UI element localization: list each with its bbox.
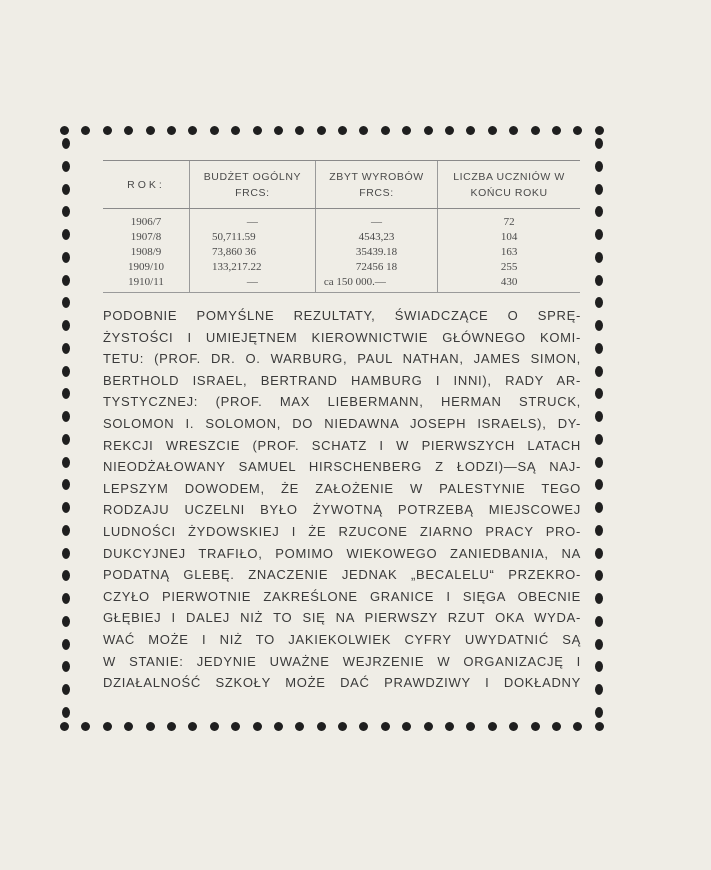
paragraph-line: BERTHOLD ISRAEL, BERTRAND HAMBURG I INNI), RADY AR- (103, 372, 581, 388)
paragraph-line: DZIAŁALNOŚĆ SZKOŁY MOŻE DAĆ PRAWDZIWY I DOKŁADNY (103, 675, 581, 691)
frame-dot (595, 206, 603, 217)
frame-dot (595, 548, 603, 559)
cell-pupils: 430 (438, 275, 580, 293)
cell-budget: 50,711.59 (190, 230, 316, 245)
frame-dot (595, 126, 604, 135)
header-pupils-line1: LICZBA UCZNIÓW W (453, 171, 565, 183)
frame-dot (62, 252, 70, 263)
frame-dot (595, 593, 603, 604)
frame-dot (62, 593, 70, 604)
table-row (103, 275, 580, 293)
paragraph-line: REKCJI WRESZCIE (PROF. SCHATZ I W PIERWSZYCH LATACH (103, 437, 581, 453)
frame-dot (146, 126, 155, 135)
frame-dot (62, 570, 70, 581)
frame-dot (62, 411, 70, 422)
frame-dot (62, 297, 70, 308)
cell-pupils: 72 (438, 209, 580, 231)
frame-dot (188, 722, 197, 731)
frame-dot (552, 722, 561, 731)
cell-year: 1906/7 (130, 216, 162, 228)
paragraph-line: CZYŁO PIERWOTNIE ZAKREŚLONE GRANICE I SIĘGA OBECNIE (103, 588, 581, 604)
paragraph-line: SOLOMON I. SOLOMON, DO NIEDAWNA JOSEPH ISRAELS), DY- (103, 415, 581, 431)
frame-dot (62, 639, 70, 650)
frame-dot (62, 366, 70, 377)
cell-sales: 35439.18 (315, 245, 437, 260)
frame-dot (274, 126, 283, 135)
frame-dot (595, 479, 603, 490)
frame-dot (62, 206, 70, 217)
frame-dot (124, 126, 133, 135)
table-row (103, 245, 580, 260)
frame-dot (62, 161, 70, 172)
paragraph-line: TYSTYCZNEJ: (PROF. MAX LIEBERMANN, HERMAN STRUCK, (103, 394, 581, 410)
statistics-table-container (103, 160, 580, 293)
cell-year: 1909/10 (127, 261, 165, 273)
frame-dot (531, 126, 540, 135)
frame-dot (595, 138, 603, 149)
frame-dot (595, 184, 603, 195)
header-sales-line2: FRCS: (359, 187, 394, 199)
header-budget (190, 161, 316, 209)
frame-dot (62, 343, 70, 354)
frame-left-dots (60, 138, 72, 718)
table-header-row (103, 161, 580, 209)
frame-dot (595, 252, 603, 263)
frame-dot (317, 722, 326, 731)
frame-dot (62, 684, 70, 695)
frame-dot (402, 722, 411, 731)
frame-dot (81, 722, 90, 731)
table-row (103, 260, 580, 275)
frame-dot (595, 297, 603, 308)
frame-dot (60, 126, 69, 135)
header-budget-line1: BUDŻET OGÓLNY (203, 171, 302, 183)
cell-year: 1910/11 (103, 275, 190, 293)
frame-dot (595, 229, 603, 240)
frame-dot (595, 366, 603, 377)
frame-dot (62, 229, 70, 240)
frame-dot (488, 126, 497, 135)
frame-dot (595, 320, 603, 331)
header-pupils (438, 161, 580, 209)
frame-dot (595, 616, 603, 627)
cell-year: 1908/9 (130, 246, 162, 258)
paragraph-line: WAĆ MOŻE I NIŻ TO JAKIEKOLWIEK CYFRY UWYDATNIĆ SĄ (103, 631, 581, 647)
frame-dot (188, 126, 197, 135)
frame-dot (466, 722, 475, 731)
frame-dot (167, 126, 176, 135)
header-sales-line1: ZBYT WYROBÓW (329, 171, 424, 183)
header-pupils-line2: KOŃCU ROKU (470, 187, 548, 199)
frame-dot (424, 722, 433, 731)
frame-dot (253, 722, 262, 731)
frame-dot (445, 722, 454, 731)
frame-dot (381, 722, 390, 731)
frame-dot (595, 570, 603, 581)
frame-dot (338, 722, 347, 731)
frame-dot (595, 457, 603, 468)
cell-budget: — (190, 209, 316, 231)
frame-dot (253, 126, 262, 135)
cell-pupils: 163 (438, 245, 580, 260)
frame-dot (62, 434, 70, 445)
frame-dot (62, 388, 70, 399)
paragraph-line: RODZAJU UCZELNI BYŁO ŻYWOTNĄ POTRZEBĄ MIEJSCOWEJ (103, 502, 581, 518)
frame-dot (295, 126, 304, 135)
frame-dot (167, 722, 176, 731)
paragraph-line: PODOBNIE POMYŚLNE REZULTATY, ŚWIADCZĄCE O SPRĘ- (103, 308, 581, 323)
cell-budget: 133,217.22 (190, 260, 316, 275)
cell-sales: 72456 18 (315, 260, 437, 275)
header-budget-line2: FRCS: (235, 187, 270, 199)
frame-dot (62, 707, 70, 718)
frame-bottom-dots (60, 720, 604, 732)
frame-dot (595, 275, 603, 286)
frame-dot (295, 722, 304, 731)
frame-dot (81, 126, 90, 135)
frame-dot (62, 502, 70, 513)
frame-dot (552, 126, 561, 135)
frame-dot (317, 126, 326, 135)
frame-dot (573, 126, 582, 135)
frame-dot (595, 502, 603, 513)
cell-sales: — (315, 209, 437, 231)
frame-dot (595, 525, 603, 536)
frame-dot (381, 126, 390, 135)
cell-sales: 4543,23 (315, 230, 437, 245)
frame-dot (595, 411, 603, 422)
frame-dot (124, 722, 133, 731)
table-row (103, 230, 580, 245)
frame-dot (573, 722, 582, 731)
frame-dot (103, 722, 112, 731)
frame-dot (595, 722, 604, 731)
frame-dot (359, 126, 368, 135)
header-sales (315, 161, 437, 209)
paragraph-line: NIEODŻAŁOWANY SAMUEL HIRSCHENBERG Z ŁODZI)—SĄ NAJ- (103, 459, 581, 475)
paragraph-line: DUKCYJNEJ TRAFIŁO, POMIMO WIEKOWEGO ZANIEDBANIA, NA (103, 545, 581, 561)
paragraph-line: W STANIE: JEDYNIE UWAŻNE WEJRZENIE W ORGANIZACJĘ I (103, 653, 581, 669)
frame-dot (488, 722, 497, 731)
frame-dot (62, 479, 70, 490)
frame-dot (595, 434, 603, 445)
frame-dot (359, 722, 368, 731)
frame-dot (338, 126, 347, 135)
cell-pupils: 255 (438, 260, 580, 275)
frame-dot (62, 525, 70, 536)
frame-dot (62, 138, 70, 149)
paragraph-line: LUDNOŚCI ŻYDOWSKIEJ I ŻE RZUCONE ZIARNO PRACY PRO- (103, 523, 581, 539)
statistics-table (103, 160, 580, 293)
frame-top-dots (60, 124, 604, 136)
frame-dot (60, 722, 69, 731)
cell-year: 1907/8 (130, 231, 162, 243)
paragraph-line: ŻYSTOŚCI I UMIEJĘTNEM KIEROWNICTWIE GŁÓWNEGO KOMI- (103, 329, 581, 345)
frame-dot (146, 722, 155, 731)
frame-dot (509, 126, 518, 135)
frame-dot (402, 126, 411, 135)
paragraph-line: LEPSZYM DOWODEM, ŻE ZAŁOŻENIE W PALESTYNIE TEGO (103, 480, 581, 496)
frame-dot (531, 722, 540, 731)
frame-dot (103, 126, 112, 135)
frame-dot (62, 661, 70, 672)
frame-right-dots (593, 138, 605, 718)
frame-dot (231, 722, 240, 731)
body-paragraph (103, 305, 581, 694)
frame-dot (595, 343, 603, 354)
header-year: ROK: (103, 161, 190, 209)
frame-dot (595, 707, 603, 718)
cell-budget: 73,860 36 (190, 245, 316, 260)
frame-dot (595, 639, 603, 650)
table-row (103, 209, 580, 231)
cell-budget: — (190, 275, 316, 293)
frame-dot (595, 388, 603, 399)
cell-sales: ca 150 000.— (315, 275, 437, 293)
frame-dot (62, 275, 70, 286)
frame-dot (210, 722, 219, 731)
frame-dot (62, 548, 70, 559)
paragraph-line: GŁĘBIEJ I DALEJ NIŻ TO SIĘ NA PIERWSZY RZUT OKA WYDA- (103, 610, 581, 626)
frame-dot (595, 684, 603, 695)
frame-dot (509, 722, 518, 731)
frame-dot (62, 457, 70, 468)
cell-pupils: 104 (438, 230, 580, 245)
frame-dot (466, 126, 475, 135)
frame-dot (62, 184, 70, 195)
frame-dot (274, 722, 283, 731)
frame-dot (595, 161, 603, 172)
frame-dot (231, 126, 240, 135)
frame-dot (210, 126, 219, 135)
frame-dot (445, 126, 454, 135)
frame-dot (595, 661, 603, 672)
paragraph-line: PODATNĄ GLEBĘ. ZNACZENIE JEDNAK „BECALELU“ PRZEKRO- (103, 567, 581, 583)
frame-dot (62, 616, 70, 627)
frame-dot (424, 126, 433, 135)
frame-dot (62, 320, 70, 331)
paragraph-line: TETU: (PROF. DR. O. WARBURG, PAUL NATHAN, JAMES SIMON, (103, 351, 581, 367)
